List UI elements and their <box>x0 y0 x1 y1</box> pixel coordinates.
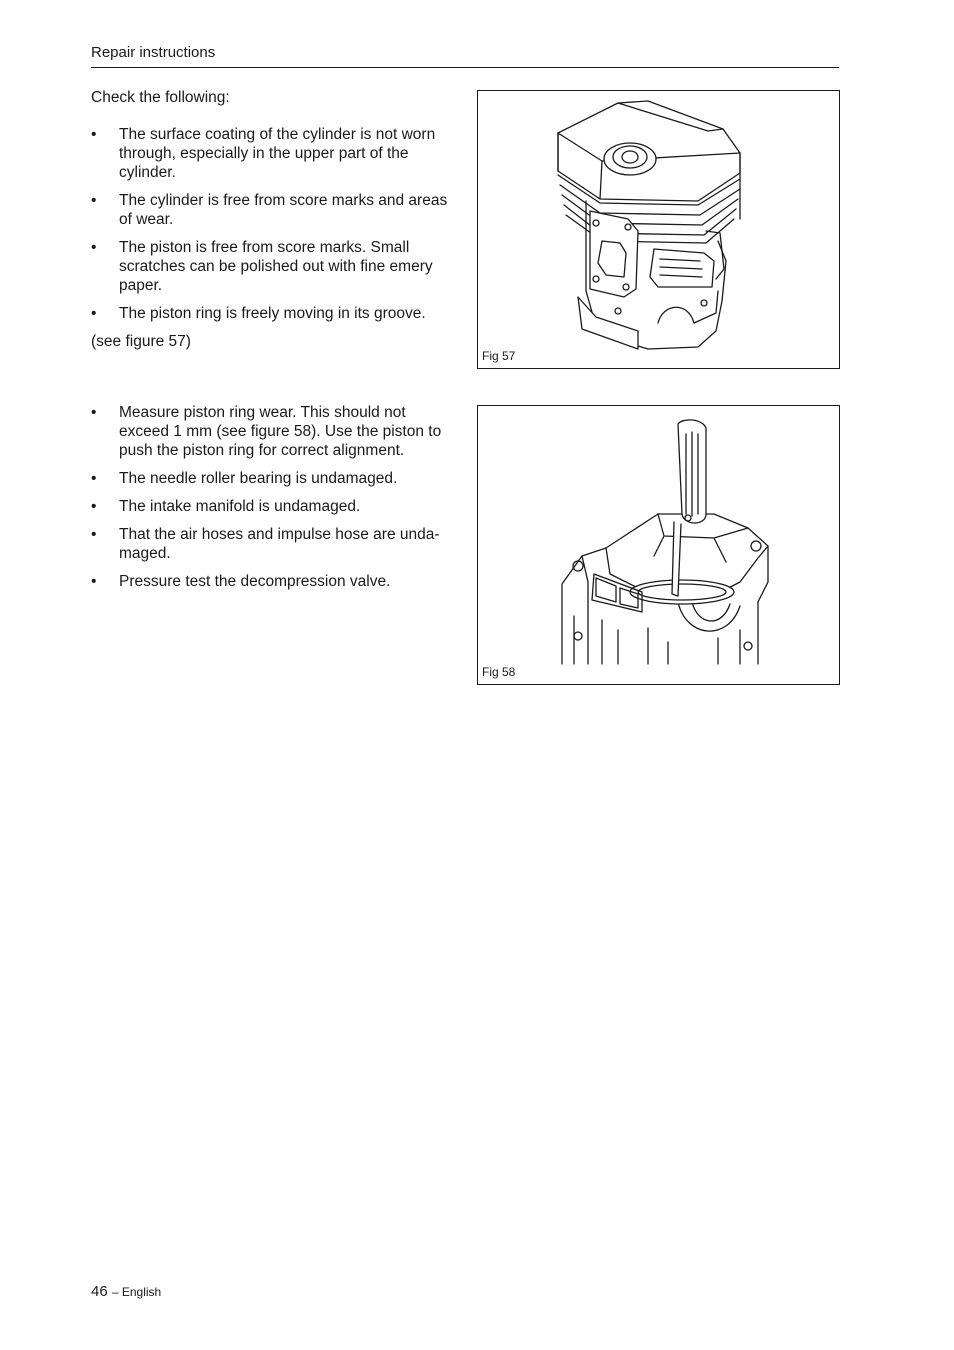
bullet-symbol: • <box>91 239 97 256</box>
footer-language: – English <box>111 1285 162 1299</box>
section-intro: Check the following: <box>91 89 230 106</box>
figure-caption: Fig 57 <box>482 349 516 363</box>
bullet-symbol: • <box>91 126 97 143</box>
bullet-symbol: • <box>91 470 97 487</box>
bullet-symbol: • <box>91 305 97 322</box>
list-item <box>91 469 457 488</box>
figure-57 <box>477 90 840 369</box>
bullet-symbol: • <box>91 404 97 421</box>
list-item-text: The cylinder is free from score marks and areas of wear. <box>119 192 448 228</box>
list-item <box>91 191 457 229</box>
bullet-symbol: • <box>91 573 97 590</box>
list-item <box>91 125 457 182</box>
list-item <box>91 403 457 460</box>
bullet-symbol: • <box>91 526 97 543</box>
piston-ring-measurement-illustration <box>478 406 839 684</box>
check-list <box>91 125 457 323</box>
list-item-text: The intake manifold is undamaged. <box>119 498 361 515</box>
list-item-text: The surface coating of the cylinder is not worn through, especially in the upper part of the cylinder. <box>119 126 436 181</box>
figure-reference-note: (see figure 57) <box>91 333 191 350</box>
list-item <box>91 238 457 295</box>
list-item-text: Measure piston ring wear. This should not exceed 1 mm (see figure 58). Use the piston to push the piston ring for correct alignment. <box>119 404 442 459</box>
list-item <box>91 497 457 516</box>
running-header: Repair instructions <box>91 44 216 61</box>
list-item <box>91 304 457 323</box>
list-item-text: Pressure test the decompression valve. <box>119 573 391 590</box>
list-item-text: The needle roller bearing is undamaged. <box>119 470 398 487</box>
bullet-symbol: • <box>91 498 97 515</box>
figure-caption: Fig 58 <box>482 665 516 679</box>
cylinder-illustration <box>478 91 839 368</box>
figure-58 <box>477 405 840 685</box>
list-item <box>91 572 457 591</box>
page-footer <box>91 1283 161 1301</box>
list-item-text: The piston ring is freely moving in its groove. <box>119 305 426 322</box>
page-number: 46 <box>91 1283 108 1300</box>
section-check-list <box>91 88 457 351</box>
list-item-text: The piston is free from score marks. Small scratches can be polished out with fine emery paper. <box>119 239 433 294</box>
section-measure-list <box>91 403 457 600</box>
header-rule <box>91 67 839 68</box>
list-item <box>91 525 457 563</box>
list-item-text: That the air hoses and impulse hose are unda-maged. <box>119 526 440 562</box>
bullet-symbol: • <box>91 192 97 209</box>
measure-list <box>91 403 457 591</box>
